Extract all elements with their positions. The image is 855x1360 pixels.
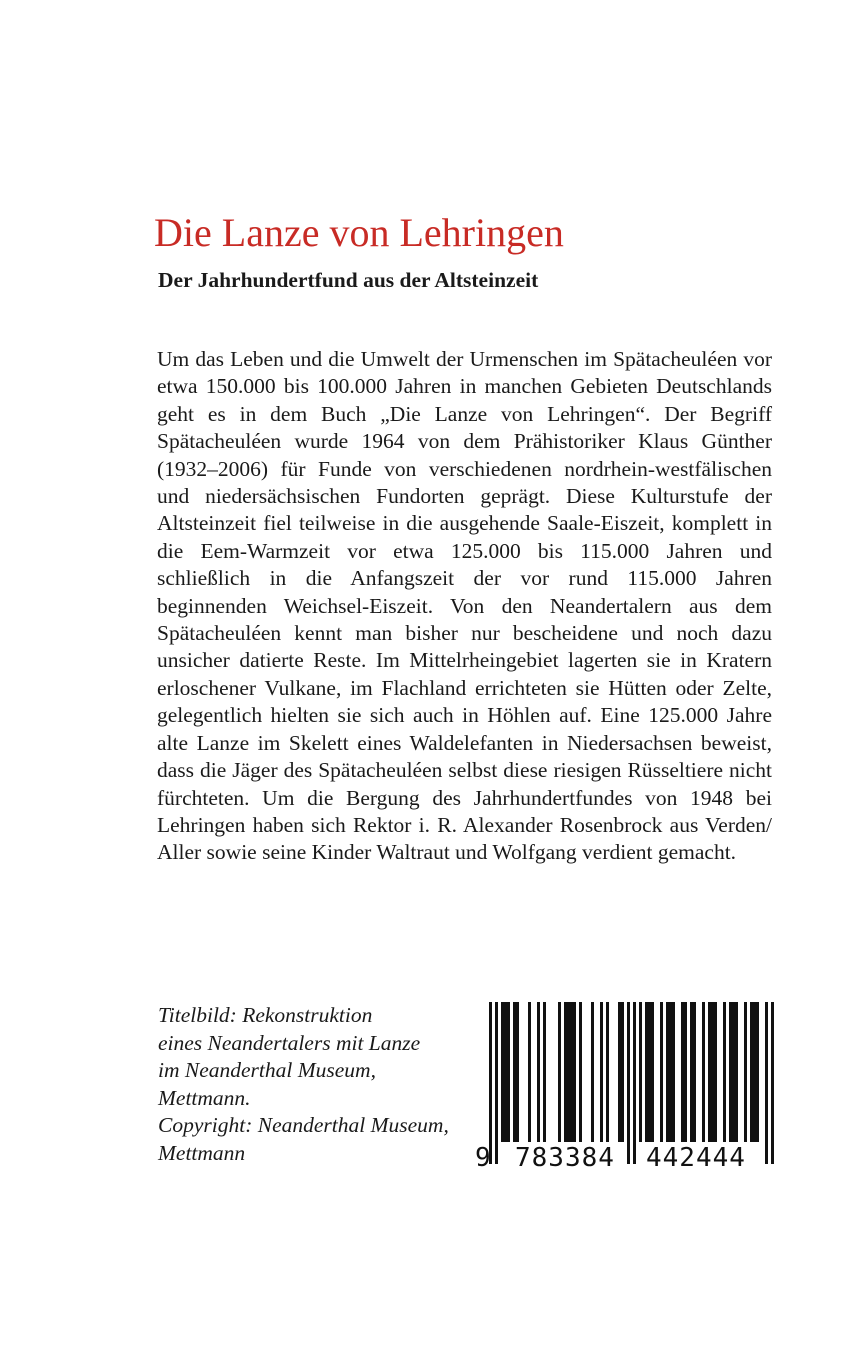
barcode-bar (684, 1002, 687, 1142)
barcode-bar (564, 1002, 567, 1142)
barcode-guard-bar (633, 1002, 636, 1164)
barcode-bar (690, 1002, 693, 1142)
barcode-bar (729, 1002, 732, 1142)
barcode-bar (570, 1002, 573, 1142)
barcode-bar (750, 1002, 753, 1142)
barcode-digits (475, 1142, 780, 1174)
barcode-left-digits: 783384 (515, 1143, 615, 1173)
blurb-text: Um das Leben und die Umwelt der Urmenschen im Spätacheuléen vor etwa 150.000 bis 100.000 Jahren in manchen Gebieten Deutschlands geht es in dem Buch „Die Lanze von Lehringen“. Der Begriff Spätacheuléen wurde 1964 von dem Prähistoriker Klaus Günther (1932–2006) für Funde von verschiedenen nordrhein-westfälischen und niedersächsischen Fundorten geprägt. Diese Kulturstufe der Altsteinzeit fiel teilweise in die ausgehende Saale-Eiszeit, komplett in die Eem-Warmzeit vor etwa 125.000 bis 115.000 Jahren und schließlich in die Anfangszeit der vor rund 115.000 Jahren beginnenden Weichsel-Eiszeit. Von den Neandertalern aus dem Spätacheuléen kennt man bisher nur bescheidene und noch dazu unsicher datierte Reste. Im Mittelrheingebiet lagerten sie in Kratern erloschener Vulkane, im Flachland errichteten sie Hütten oder Zelte, gelegentlich hielten sie sich auch in Höhlen auf. Eine 125.000 Jahre alte Lanze im Skelett eines Waldelefanten in Niedersachsen beweist, dass die Jäger des Spätacheuléen selbst diese riesigen Rüsseltiere nicht fürchteten. Um die Bergung des Jahrhundertfundes von 1948 bei Lehringen haben sich Rektor i. R. Alexander Rosenbrock aus Verden/ Aller sowie seine Kinder Waltraut und Wolfgang verdient gemacht. (157, 347, 772, 865)
barcode-bar (621, 1002, 624, 1142)
barcode-first-digit: 9 (475, 1143, 491, 1173)
barcode-bar (528, 1002, 531, 1142)
barcode-bar (711, 1002, 714, 1142)
barcode-bar (501, 1002, 504, 1142)
barcode-bar (666, 1002, 669, 1142)
isbn-barcode (475, 1002, 780, 1174)
credit-line: Copyright: Neanderthal Museum, (158, 1113, 449, 1137)
barcode-bar (660, 1002, 663, 1142)
barcode-guard-bar (489, 1002, 492, 1164)
cover-image-credit (158, 1002, 458, 1167)
barcode-bar (753, 1002, 756, 1142)
barcode-right-digits: 442444 (646, 1143, 746, 1173)
barcode-bar (648, 1002, 651, 1142)
barcode-bar (744, 1002, 747, 1142)
credit-line: im Neanderthal Museum, (158, 1058, 376, 1082)
barcode-bar (537, 1002, 540, 1142)
credit-line: Mettmann (158, 1140, 246, 1165)
barcode-bar (558, 1002, 561, 1142)
barcode-bar (600, 1002, 603, 1142)
barcode-bar (507, 1002, 510, 1142)
barcode-bar (708, 1002, 711, 1142)
barcode-bar (723, 1002, 726, 1142)
barcode-bar (543, 1002, 546, 1142)
barcode-bar (516, 1002, 519, 1142)
barcode-bar (735, 1002, 738, 1142)
credit-line: eines Neandertalers mit Lanze (158, 1030, 421, 1055)
barcode-bar (504, 1002, 507, 1142)
barcode-bar (669, 1002, 672, 1142)
barcode-bar (732, 1002, 735, 1142)
book-subtitle: Der Jahrhundertfund aus der Altsteinzeit (158, 268, 539, 292)
barcode-guard-bar (627, 1002, 630, 1164)
barcode-bar (618, 1002, 621, 1142)
book-title: Die Lanze von Lehringen (154, 210, 564, 255)
barcode-bar (513, 1002, 516, 1142)
barcode-bar (606, 1002, 609, 1142)
barcode-bar (573, 1002, 576, 1142)
barcode-guard-bar (765, 1002, 768, 1164)
barcode-bar (714, 1002, 717, 1142)
credit-line: Mettmann. (158, 1085, 251, 1110)
barcode-guard-bar (771, 1002, 774, 1164)
barcode-bar (756, 1002, 759, 1142)
barcode-bar (645, 1002, 648, 1142)
barcode-bar (681, 1002, 684, 1142)
barcode-bar (651, 1002, 654, 1142)
barcode-guard-bar (495, 1002, 498, 1164)
barcode-bar (639, 1002, 642, 1142)
barcode-bar (693, 1002, 696, 1142)
credit-line: Titelbild: Rekonstruktion (158, 1003, 373, 1027)
barcode-bar (702, 1002, 705, 1142)
barcode-bar (591, 1002, 594, 1142)
barcode-bar (672, 1002, 675, 1142)
barcode-bar (567, 1002, 570, 1142)
barcode-bar (579, 1002, 582, 1142)
